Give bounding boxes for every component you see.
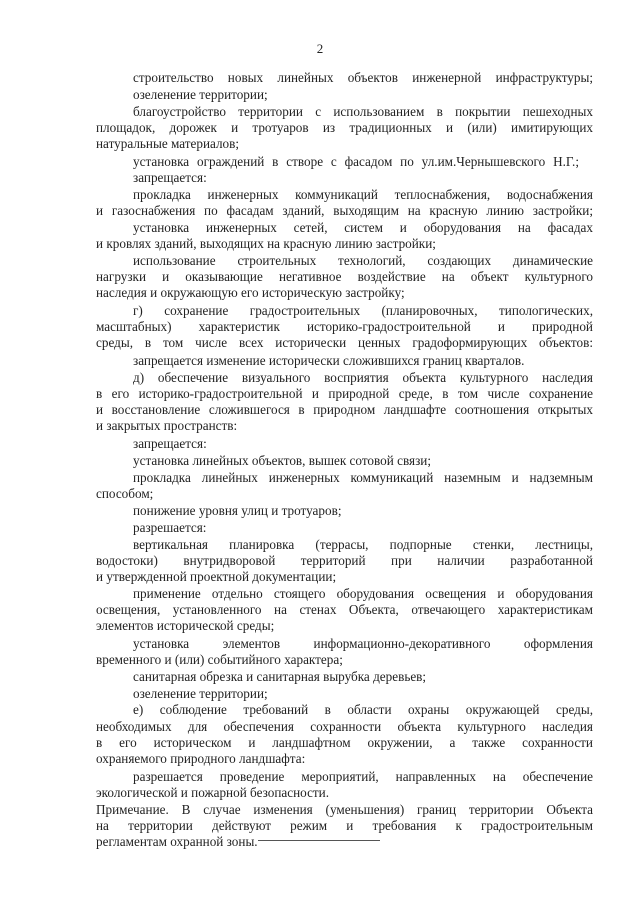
text-line: установка ограждений в створе с фасадом по ул.им.Чернышевского Н.Г.; — [133, 154, 579, 169]
text-line: установка инженерных сетей, систем и оборудования на фасадах — [133, 220, 593, 235]
text-line: на территории действуют режим и требования к градостроительным — [96, 818, 593, 833]
text-line: среды, в том числе всех исторически ценных градоформирующих объектов: — [96, 335, 593, 350]
page-number: 2 — [316, 41, 324, 56]
text-line: и кровлях зданий, выходящих на красную линию застройки; — [96, 236, 436, 251]
text-line: нагрузки и оказывающие негативное воздействие на объект культурного — [96, 269, 593, 284]
text-line: прокладка линейных инженерных коммуникаций наземным и надземным — [133, 470, 593, 485]
text-line: и закрытых пространств: — [96, 418, 238, 433]
end-divider — [258, 840, 380, 841]
text-line: благоустройство территории с использованием в покрытии пешеходных — [133, 104, 593, 119]
text-line: и газоснабжения по фасадам зданий, выходящим на красную линию застройки; — [96, 203, 593, 218]
text-line: регламентам охранной зоны. — [96, 834, 258, 849]
text-line: и восстановление сложившегося в природном ландшафте соотношения открытых — [96, 402, 593, 417]
text-line: д) обеспечение визуального восприятия объекта культурного наследия — [133, 370, 593, 385]
text-line: охраняемого природного ландшафта: — [96, 751, 306, 766]
text-line: водостоки) внутридворовой территорий при наличии разработанной — [96, 553, 593, 568]
text-line: необходимых для обеспечения сохранности объекта культурного наследия — [96, 719, 593, 734]
text-line: озеленение территории; — [133, 87, 268, 102]
text-line: наследия и окружающую его историческую застройку; — [96, 285, 405, 300]
text-line: экологической и пожарной безопасности. — [96, 785, 330, 800]
text-line: Примечание. В случае изменения (уменьшения) границ территории Объекта — [96, 802, 593, 817]
text-line: временного и (или) событийного характера; — [96, 652, 343, 667]
text-line: установка линейных объектов, вышек сотовой связи; — [133, 453, 431, 468]
text-line: освещения, установленного на стенах Объекта, отвечающего характеристикам — [96, 602, 593, 617]
text-line: в его историческом и ландшафтном окружении, а также сохранности — [96, 735, 593, 750]
text-line: установка элементов информационно-декоративного оформления — [133, 636, 593, 651]
text-line: санитарная обрезка и санитарная вырубка деревьев; — [133, 669, 427, 684]
text-line: озеленение территории; — [133, 686, 268, 701]
text-line: разрешается: — [133, 520, 207, 535]
text-line: использование строительных технологий, создающих динамические — [133, 253, 593, 268]
text-line: в его историко-градостроительной и природной среде, в том числе сохранение — [96, 386, 593, 401]
text-line: вертикальная планировка (террасы, подпорные стенки, лестницы, — [133, 537, 593, 552]
text-line: элементов исторической среды; — [96, 618, 275, 633]
text-line: применение отдельно стоящего оборудования освещения и оборудования — [133, 586, 593, 601]
text-line: запрещается изменение исторически сложившихся границ кварталов. — [133, 353, 525, 368]
text-line: запрещается: — [133, 436, 207, 451]
text-line: и утвержденной проектной документации; — [96, 569, 337, 584]
text-line: запрещается: — [133, 170, 207, 185]
text-line: площадок, дорожек и тротуаров из традиционных и (или) имитирующих — [96, 120, 593, 135]
text-line: натуральные материалов; — [96, 136, 240, 151]
text-line: понижение уровня улиц и тротуаров; — [133, 503, 342, 518]
text-line: способом; — [96, 486, 154, 501]
text-line: е) соблюдение требований в области охраны окружающей среды, — [133, 702, 593, 717]
text-line: прокладка инженерных коммуникаций теплоснабжения, водоснабжения — [133, 187, 593, 202]
text-line: разрешается проведение мероприятий, направленных на обеспечение — [133, 769, 593, 784]
text-line: г) сохранение градостроительных (планировочных, типологических, — [133, 303, 593, 318]
text-line: масштабных) характеристик историко-градостроительной и природной — [96, 319, 593, 334]
text-line: строительство новых линейных объектов инженерной инфраструктуры; — [133, 70, 593, 85]
